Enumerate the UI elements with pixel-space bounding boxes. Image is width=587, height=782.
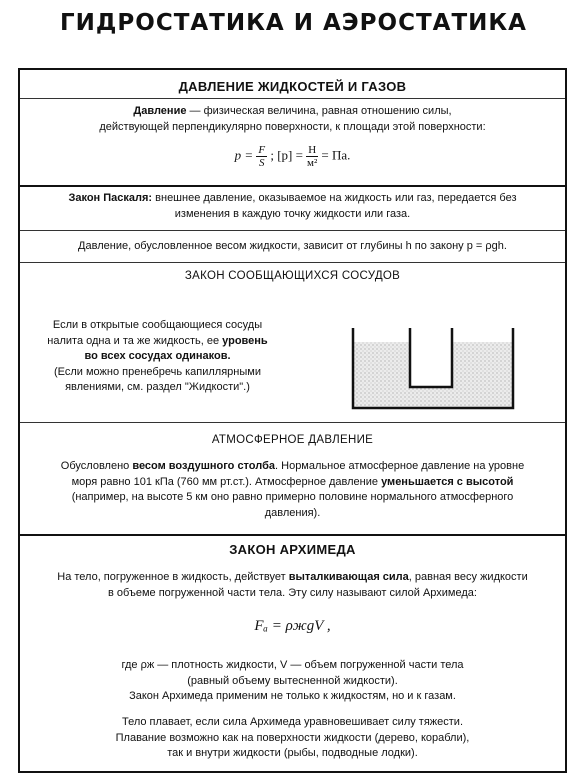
divider: [20, 98, 565, 99]
vessels-same: во всех сосудах одинаков.: [84, 350, 231, 362]
arch-gases: Закон Архимеда применим не только к жидкостям, но и к газам.: [129, 690, 456, 702]
atmos-decreases: уменьшается с высотой: [381, 475, 514, 488]
arch-l2: в объеме погруженной части тела. Эту силу называют силой Архимеда:: [108, 586, 477, 599]
vessels-text: [20, 318, 295, 396]
pressure-term: Давление: [133, 105, 187, 117]
divider: [20, 422, 565, 423]
communicating-vessels-diagram: [348, 324, 520, 414]
pascal-law: [20, 191, 565, 222]
vessels-line1: Если в открытые сообщающиеся сосуды: [52, 319, 263, 331]
archimedes-heading: ЗАКОН АРХИМЕДА: [229, 542, 356, 557]
atmos-l2-pre: моря равно 101 кПа (760 мм рт.ст.). Атмосферное давление: [71, 475, 382, 488]
divider: [20, 230, 565, 231]
archimedes-floating: [20, 715, 565, 762]
unit-fraction: $\frac{Н}{\text{м²}}$: [307, 144, 318, 169]
vessels-note2: явлениями, см. раздел "Жидкости".): [65, 381, 250, 393]
archimedes-intro: [20, 570, 565, 601]
arch-float1: Тело плавает, если сила Архимеда уравновешивает силу тяжести.: [121, 716, 464, 728]
arch-buoyant-force: выталкивающая сила: [288, 571, 409, 583]
pressure-heading: ДАВЛЕНИЕ ЖИДКОСТЕЙ И ГАЗОВ: [178, 79, 407, 94]
atmos-text: [20, 459, 565, 521]
archimedes-explanation: [20, 658, 565, 705]
atmos-air-column: весом воздушного столба: [132, 460, 276, 472]
pascal-line2: изменения в каждую точку жидкости или газа.: [174, 207, 411, 220]
atmos-heading: АТМОСФЕРНОЕ ДАВЛЕНИЕ: [211, 434, 374, 446]
atmos-l1-post: . Нормальное атмосферное давление на уровне: [275, 460, 525, 472]
pressure-def-rest: — физическая величина, равная отношению силы,: [186, 105, 452, 117]
arch-l1-pre: На тело, погруженное в жидкость, действует: [57, 571, 289, 583]
arch-float2: Плавание возможно как на поверхности жидкости (дерево, корабли),: [115, 731, 470, 744]
atmos-l1-pre: Обусловлено: [60, 460, 133, 472]
arch-where1: где ρж — плотность жидкости, V — объем погруженной части тела: [121, 659, 464, 671]
vessels-note1: (Если можно пренебречь капиллярными: [54, 365, 261, 378]
formula-fraction: $\frac{F}{S}$: [258, 144, 266, 169]
divider: [20, 534, 565, 536]
depth-law: Давление, обусловленное весом жидкости, зависит от глубины h по закону p = ρgh.: [78, 240, 507, 252]
vessels-line2: налита одна и та же жидкость, ее: [47, 334, 223, 347]
pressure-formula: [20, 144, 565, 169]
content-frame: [18, 68, 567, 773]
atmos-l3: (например, на высоте 5 км оно равно примерно половине нормального атмосферного: [71, 491, 514, 503]
liquid-fill: [353, 342, 513, 408]
pressure-def-line2: действующей перпендикулярно поверхности, к площади этой поверхности:: [99, 120, 486, 133]
archimedes-formula: Fₐ = ρжgV ,: [254, 618, 331, 634]
arch-l1-post: , равная весу жидкости: [408, 571, 528, 583]
vessels-heading: ЗАКОН СООБЩАЮЩИХСЯ СОСУДОВ: [184, 270, 401, 282]
divider: [20, 185, 565, 187]
formula-unit-post: = Па.: [321, 147, 351, 163]
vessel-inner-wall: [410, 328, 452, 387]
arch-where2: (равный объему вытесненной жидкости).: [187, 674, 398, 687]
pascal-rest: внешнее давление, оказываемое на жидкость или газ, передается без: [152, 192, 517, 204]
atmos-l4: давления).: [264, 506, 321, 519]
page-title: ГИДРОСТАТИКА И АЭРОСТАТИКА: [60, 10, 527, 36]
arch-float3: так и внутри жидкости (рыбы, подводные лодки).: [167, 747, 418, 759]
vessels-level: уровень: [222, 334, 268, 347]
pressure-definition: [20, 104, 565, 135]
formula-unit-pre: ; [p] =: [270, 147, 303, 163]
formula-lhs: p =: [234, 147, 254, 163]
pascal-term: Закон Паскаля:: [68, 192, 153, 204]
divider: [20, 262, 565, 263]
